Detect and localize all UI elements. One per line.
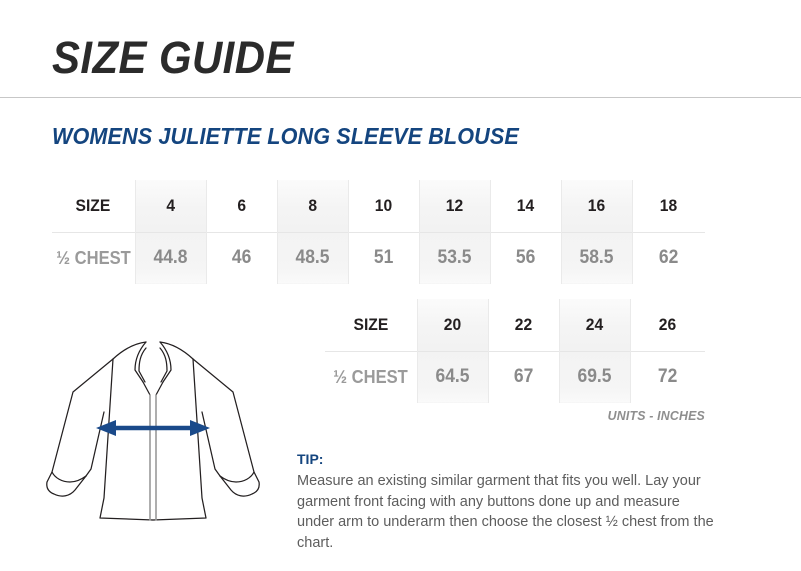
size-header-cell: 20 — [417, 299, 488, 351]
table-row — [52, 232, 705, 284]
half-chest-cell: 64.5 — [417, 351, 488, 403]
half-chest-cell: 51 — [348, 232, 419, 284]
header-divider — [0, 97, 801, 98]
size-table-4-18 — [52, 180, 705, 284]
row-label-size: SIZE — [75, 195, 111, 215]
blouse-diagram-svg — [40, 322, 266, 537]
half-chest-cell: 44.8 — [135, 232, 206, 284]
size-header-cell: 10 — [348, 180, 419, 232]
tip-block — [297, 450, 717, 553]
table-row — [52, 180, 705, 232]
garment-outline — [47, 342, 259, 520]
size-header-cell: 12 — [419, 180, 490, 232]
row-label-half-chest: ½ CHEST — [52, 232, 135, 284]
size-table-20-26 — [325, 299, 705, 403]
chest-measure-arrow — [96, 420, 210, 436]
center-placket — [150, 395, 156, 520]
half-chest-cell: 69.5 — [559, 351, 630, 403]
half-chest-cell: 72 — [630, 351, 705, 403]
size-header-cell: 8 — [277, 180, 348, 232]
blouse-illustration — [40, 322, 266, 537]
size-header-cell: 4 — [135, 180, 206, 232]
half-chest-cell: 53.5 — [419, 232, 490, 284]
tip-label: TIP: — [297, 451, 324, 467]
half-chest-cell: 58.5 — [561, 232, 632, 284]
size-header-cell: 14 — [490, 180, 561, 232]
size-header-cell: 22 — [488, 299, 559, 351]
row-label-half-chest: ½ CHEST — [325, 351, 417, 403]
size-header-cell: 24 — [559, 299, 630, 351]
size-header-cell: 26 — [630, 299, 705, 351]
size-header-cell: 6 — [206, 180, 277, 232]
half-chest-cell: 67 — [488, 351, 559, 403]
half-chest-cell: 46 — [206, 232, 277, 284]
row-label-size: SIZE — [353, 314, 389, 334]
product-title: WOMENS JULIETTE LONG SLEEVE BLOUSE — [52, 123, 519, 149]
units-note: UNITS - INCHES — [607, 408, 705, 423]
half-chest-cell: 62 — [632, 232, 705, 284]
page-title: SIZE GUIDE — [52, 32, 294, 83]
half-chest-cell: 56 — [490, 232, 561, 284]
table-row — [325, 351, 705, 403]
table-row — [325, 299, 705, 351]
half-chest-cell: 48.5 — [277, 232, 348, 284]
size-header-cell: 18 — [632, 180, 705, 232]
size-header-cell: 16 — [561, 180, 632, 232]
tip-body: Measure an existing similar garment that fits you well. Lay your garment front facing with any buttons done up and measure under arm to underarm then choose the closest ½ chest from the chart. — [297, 473, 714, 551]
